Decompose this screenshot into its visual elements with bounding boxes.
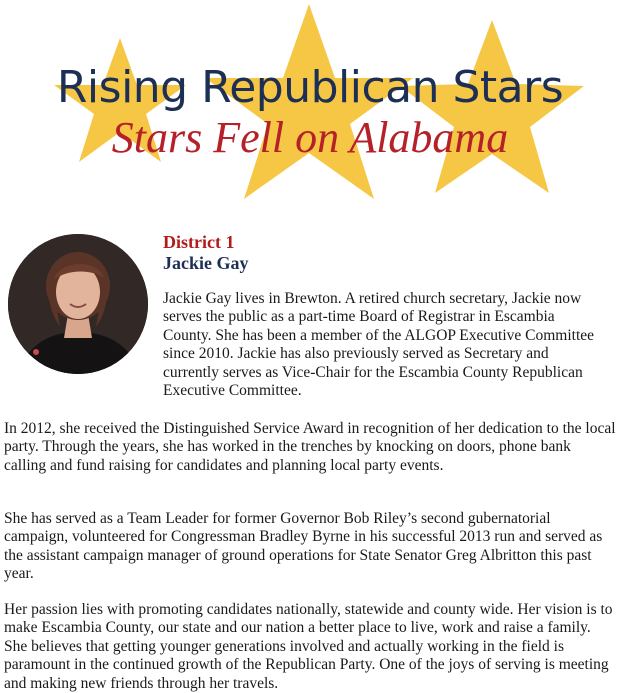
intro-paragraph: Jackie Gay lives in Brewton. A retired church secretary, Jackie now serves the public as a part-time Board of Registrar in Escambia County. She has been a member of the ALGOP Executive Committee since 2010. Jackie has also previously served as Secretary and currently serves as Vice-Chair for the Escambia County Republican Executive Committee. xyxy=(163,290,595,400)
body-paragraph: She has served as a Team Leader for former Governor Bob Riley’s second gubernatorial campaign, volunteered for Congressman Bradley Byrne in his successful 2013 run and served as the assistant campaign manager of ground operations for State Senator Greg Albritton this past year. xyxy=(4,510,603,583)
body-paragraph: Her passion lies with promoting candidates nationally, statewide and county wide. Her vision is to make Escambia County, our state and our nation a better place to live, work and raise a family. She believes that getting younger generations involved and actually working in the field is paramount in the continued growth of the Republican Party. One of the joys of serving is meeting and making new friends through her travels. xyxy=(4,601,613,692)
header-banner xyxy=(0,0,620,218)
candidate-name: Jackie Gay xyxy=(163,253,249,273)
profile-photo xyxy=(8,234,148,374)
body-paragraph: In 2012, she received the Distinguished Service Award in recognition of her dedication to the local party. Through the years, she has worked in the trenches by knocking on doors, phone bank calling and fund raising for candidates and planning local party events. xyxy=(4,420,616,474)
page-title: Rising Republican Stars xyxy=(56,62,564,113)
page-subtitle: Stars Fell on Alabama xyxy=(111,113,509,162)
district-label: District 1 xyxy=(163,232,235,252)
portrait-image xyxy=(8,234,148,374)
